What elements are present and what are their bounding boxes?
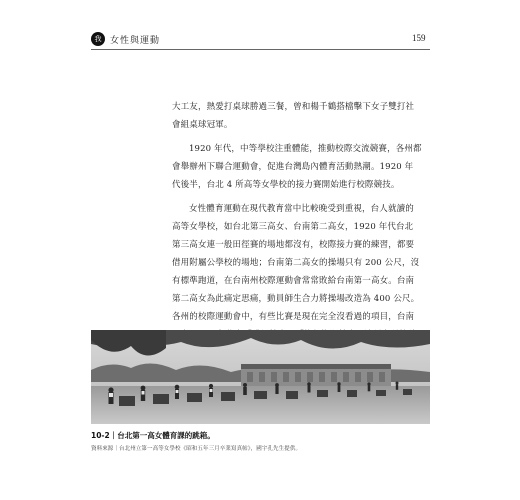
text-line: 女性體育運動在現代教育當中比較晚受到重視，台人就讀的 bbox=[189, 204, 414, 214]
paragraph-1 bbox=[172, 98, 434, 134]
figure-caption: 10-2｜台北第一高女體育課的跳箱。 bbox=[91, 431, 215, 440]
text-line: 第二高女為此痛定思痛，動員師生合力將操場改造為 400 公尺。 bbox=[172, 294, 420, 304]
text-line: 會舉辦州下聯合運動會，促進台灣島內體育活動熱潮。1920 年 bbox=[172, 162, 414, 172]
photo-illustration bbox=[91, 330, 430, 424]
chapter-badge-icon: 我 bbox=[91, 32, 105, 46]
text-line: 高等女學校，如台北第三高女、台南第二高女，1920 年代台北 bbox=[172, 222, 414, 232]
text-line: 1920 年代，中等學校注重體能，推動校際交流競賽，各州都 bbox=[189, 144, 422, 154]
text-line: 有標準跑道，在台南州校際運動會常常敗給台南第一高女。台南 bbox=[172, 276, 415, 286]
text-line: 大工友，熱愛打桌球勝過三餐，曾和楊千鶴搭檔擊下女子雙打社 bbox=[172, 102, 415, 112]
header-rule bbox=[91, 49, 430, 50]
figure-source: 資料來源｜台北州立第一高等女學校《昭和五年三月卒業寫真帖》，國宇孔先生提供。 bbox=[91, 446, 302, 452]
text-line: 借用附屬公學校的場地；台南第二高女的操場只有 200 公尺，沒 bbox=[172, 258, 420, 268]
text-line: 會組桌球冠軍。 bbox=[172, 120, 233, 130]
paragraph-2 bbox=[172, 140, 434, 194]
historical-photo bbox=[91, 330, 430, 424]
running-header-title: 女性與運動 bbox=[110, 36, 161, 46]
text-line: 各州的校際運動會中，有些比賽是現在完全沒看過的項目，台南 bbox=[172, 312, 415, 322]
text-line: 第三高女連一般田徑賽的場地都沒有，校際接力賽的練習，都要 bbox=[172, 240, 415, 250]
text-line: 代後半，台北 4 所高等女學校的接力賽開始進行校際競技。 bbox=[172, 180, 400, 190]
page-number: 159 bbox=[412, 33, 426, 43]
